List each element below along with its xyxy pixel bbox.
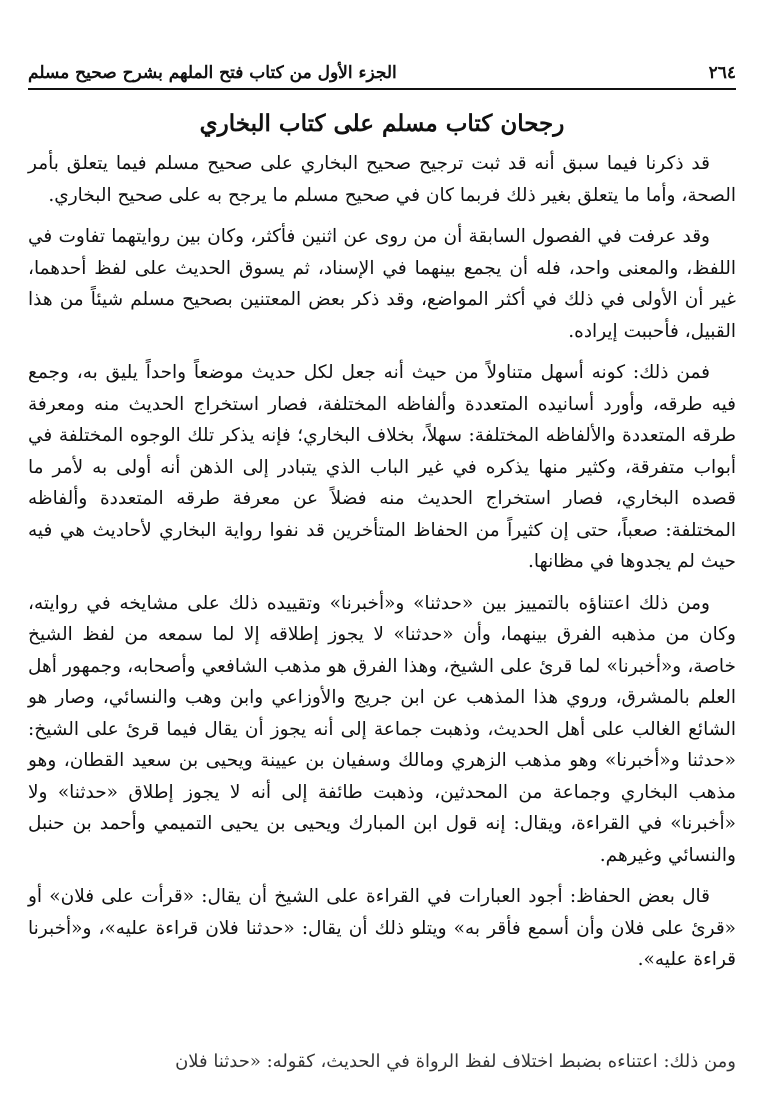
paragraph: قد ذكرنا فيما سبق أنه قد ثبت ترجيح صحيح البخاري على صحيح مسلم فيما يتعلق بأمر الصحة، وأما ما يتعلق بغير ذلك فربما كان في صحيح مسلم ما يرجح به على صحيح البخاري. xyxy=(28,153,736,206)
header-divider xyxy=(28,88,736,90)
page-number: ٢٦٤ xyxy=(708,63,736,83)
paragraph: قال بعض الحفاظ: أجود العبارات في القراءة على الشيخ أن يقال: «قرأت على فلان» أو «قرئ على فلان وأن أسمع فأقر به» ويتلو ذلك أن يقال: «حدثنا فلان قراءة عليه»، و«أخبرنا قراءة عليه». xyxy=(28,886,736,970)
section-title: رجحان كتاب مسلم على كتاب البخاري xyxy=(199,110,565,137)
page-header xyxy=(28,58,736,88)
paragraph: فمن ذلك: كونه أسهل متناولاً من حيث أنه جعل لكل حديث موضعاً واحداً يليق به، وجمع فيه طرقه، وأورد أسانيده المتعددة وألفاظه المختلفة، فصار استخراج الحديث منه ومعرفة طرقه المتعددة والألفاظه المختلفة: سهلاً، بخلاف البخاري؛ فإنه يذكر تلك الوجوه المختلفة في أبواب متفرقة، وكثير منها يذكره في غير الباب الذي يتبادر إلى الذهن أنه أولى به لأمر ما قصده البخاري، فصار استخراج الحديث منه فضلاً عن معرفة طرقه المتعددة وألفاظه المختلفة: صعباً، حتى إن كثيراً من الحفاظ المتأخرين قد نفوا رواية البخاري لأحاديث هي فيه حيث لم يجدوها في مظانها. xyxy=(28,362,736,572)
paragraph: وقد عرفت في الفصول السابقة أن من روى عن اثنين فأكثر، وكان بين روايتهما تفاوت في اللفظ، والمعنى واحد، فله أن يجمع بينهما في الإسناد، ثم يسوق الحديث على لفظ أحدهما، غير أن الأولى في ذلك في أكثر المواضع، وقد ذكر بعض المعتنين بصحيح مسلم شيئاً من هذا القبيل، فأحببت إيراده. xyxy=(28,226,736,342)
cut-off-line: ومن ذلك: اعتناءه بضبط اختلاف لفظ الرواة في الحديث، كقوله: «حدثنا فلان xyxy=(175,1051,736,1072)
paragraph: ومن ذلك اعتناؤه بالتمييز بين «حدثنا» و«أخبرنا» وتقييده ذلك على مشايخه في روايته، وكان من مذهبه الفرق بينهما، وأن «حدثنا» لا يجوز إطلاقه إلا لما سمعه من لفظ الشيخ خاصة، و«أخبرنا» لما قرئ على الشيخ، وهذا الفرق هو مذهب الشافعي وأصحابه، وجمهور أهل العلم بالمشرق، وروي هذا المذهب عن ابن جريج والأوزاعي وابن وهب والنسائي، وصار هو الشائع الغالب على أهل الحديث، وذهبت جماعة إلى أنه يجوز أن يقال فيما قرئ على الشيخ: «حدثنا و«أخبرنا» وهو مذهب الزهري ومالك وسفيان بن عيينة ويحيى بن سعيد القطان، وهو مذهب البخاري وجماعة من المحدثين، وذهبت طائفة إلى أنه لا يجوز إطلاق «حدثنا» ولا «أخبرنا» في القراءة، ويقال: إنه قول ابن المبارك ويحيى بن يحيى التميمي وأحمد بن حنبل والنسائي وغيرهم. xyxy=(28,592,736,866)
running-title: الجزء الأول من كتاب فتح الملهم بشرح صحيح مسلم xyxy=(28,63,397,83)
page-body xyxy=(28,148,736,986)
